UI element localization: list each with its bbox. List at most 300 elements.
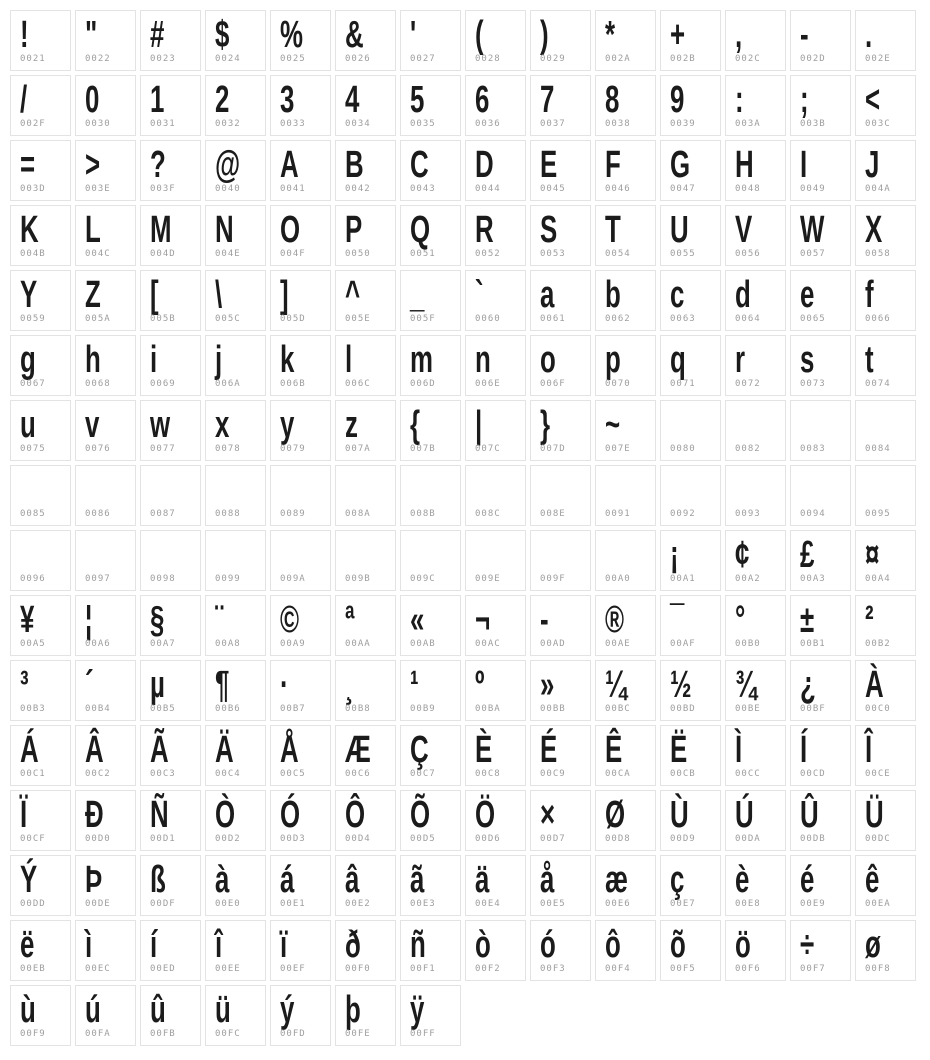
- glyph-code-label: 0058: [865, 249, 891, 259]
- glyph-char: Ð: [85, 794, 104, 836]
- glyph-code-label: 00E6: [605, 899, 631, 909]
- glyph-char: ÷: [800, 924, 815, 966]
- glyph-code-label: 0086: [85, 509, 111, 519]
- glyph-char: Ý: [20, 859, 38, 901]
- glyph-cell: [465, 400, 526, 461]
- glyph-code-label: 0091: [605, 509, 631, 519]
- glyph-char: $: [215, 14, 230, 56]
- glyph-cell: [660, 855, 721, 916]
- glyph-char: Ò: [215, 794, 236, 836]
- glyph-cell: [400, 530, 461, 591]
- glyph-code-label: 00D6: [475, 834, 501, 844]
- glyph-code-label: 005B: [150, 314, 176, 324]
- glyph-char: ®: [605, 599, 625, 641]
- glyph-char: ,: [735, 14, 743, 56]
- glyph-code-label: 0052: [475, 249, 501, 259]
- glyph-cell: [660, 335, 721, 396]
- glyph-cell: [140, 920, 201, 981]
- glyph-char: ": [85, 14, 98, 56]
- glyph-cell: [75, 725, 136, 786]
- glyph-char: Ã: [150, 729, 169, 771]
- glyph-code-label: 00C3: [150, 769, 176, 779]
- glyph-cell: [725, 10, 786, 71]
- glyph-code-label: 00C9: [540, 769, 566, 779]
- glyph-cell: [335, 660, 396, 721]
- glyph-cell: [335, 465, 396, 526]
- glyph-char: .: [865, 14, 873, 56]
- glyph-char: z: [345, 404, 358, 446]
- glyph-char: 5: [410, 79, 425, 121]
- glyph-code-label: 00A2: [735, 574, 761, 584]
- glyph-char: ì: [85, 924, 93, 966]
- glyph-cell: [790, 205, 851, 266]
- glyph-cell: [530, 725, 591, 786]
- glyph-char: Õ: [410, 794, 431, 836]
- glyph-char: M: [150, 209, 172, 251]
- glyph-cell: [725, 725, 786, 786]
- glyph-code-label: 00DA: [735, 834, 761, 844]
- glyph-code-label: 0079: [280, 444, 306, 454]
- glyph-code-label: 0084: [865, 444, 891, 454]
- glyph-char: ;: [800, 79, 809, 121]
- glyph-cell: [465, 530, 526, 591]
- glyph-char: î: [215, 924, 223, 966]
- glyph-cell: [400, 725, 461, 786]
- glyph-cell: [75, 920, 136, 981]
- glyph-code-label: 00AA: [345, 639, 371, 649]
- glyph-char: ý: [280, 989, 295, 1031]
- glyph-code-label: 0062: [605, 314, 631, 324]
- glyph-char: n: [475, 339, 491, 381]
- glyph-char: /: [20, 79, 28, 121]
- glyph-char: T: [605, 209, 621, 251]
- glyph-code-label: 00F0: [345, 964, 371, 974]
- glyph-code-label: 0038: [605, 119, 631, 129]
- glyph-code-label: 0042: [345, 184, 371, 194]
- glyph-cell: [530, 855, 591, 916]
- glyph-cell: [270, 10, 331, 71]
- glyph-cell: [205, 790, 266, 851]
- glyph-cell: [400, 595, 461, 656]
- glyph-code-label: 00CB: [670, 769, 696, 779]
- glyph-code-label: 0032: [215, 119, 241, 129]
- glyph-code-label: 009E: [475, 574, 501, 584]
- glyph-code-label: 007B: [410, 444, 436, 454]
- glyph-char: È: [475, 729, 493, 771]
- glyph-cell: [205, 920, 266, 981]
- glyph-cell: [400, 270, 461, 331]
- glyph-code-label: 003C: [865, 119, 891, 129]
- glyph-cell: [75, 10, 136, 71]
- glyph-cell: [400, 10, 461, 71]
- glyph-cell: [205, 270, 266, 331]
- glyph-code-label: 0054: [605, 249, 631, 259]
- glyph-code-label: 006D: [410, 379, 436, 389]
- glyph-code-label: 00F1: [410, 964, 436, 974]
- glyph-cell: [140, 985, 201, 1046]
- glyph-char: æ: [605, 859, 628, 901]
- glyph-code-label: 00E8: [735, 899, 761, 909]
- glyph-code-label: 0045: [540, 184, 566, 194]
- glyph-char: Û: [800, 794, 819, 836]
- glyph-cell: [400, 140, 461, 201]
- glyph-cell: [790, 10, 851, 71]
- glyph-cell: [530, 270, 591, 331]
- glyph-char: §: [150, 599, 165, 641]
- glyph-code-label: 0097: [85, 574, 111, 584]
- glyph-code-label: 00FD: [280, 1029, 306, 1039]
- glyph-code-label: 003B: [800, 119, 826, 129]
- glyph-code-label: 002A: [605, 54, 631, 64]
- glyph-char: c: [670, 274, 685, 316]
- glyph-char: å: [540, 859, 555, 901]
- glyph-cell: [660, 205, 721, 266]
- glyph-cell: [725, 75, 786, 136]
- glyph-code-label: 00CC: [735, 769, 761, 779]
- glyph-code-label: 0071: [670, 379, 696, 389]
- glyph-cell: [140, 660, 201, 721]
- glyph-code-label: 0035: [410, 119, 436, 129]
- glyph-code-label: 006A: [215, 379, 241, 389]
- glyph-cell: [140, 75, 201, 136]
- glyph-cell: [855, 530, 916, 591]
- glyph-char: :: [735, 79, 744, 121]
- glyph-code-label: 00B6: [215, 704, 241, 714]
- glyph-cell: [205, 985, 266, 1046]
- glyph-cell: [10, 10, 71, 71]
- glyph-code-label: 006B: [280, 379, 306, 389]
- glyph-cell: [530, 920, 591, 981]
- glyph-code-label: 00D1: [150, 834, 176, 844]
- glyph-char: B: [345, 144, 364, 186]
- glyph-cell: [790, 400, 851, 461]
- glyph-cell: [270, 920, 331, 981]
- glyph-code-label: 00A5: [20, 639, 46, 649]
- glyph-cell: [530, 140, 591, 201]
- glyph-code-label: 0053: [540, 249, 566, 259]
- glyph-code-label: 00B3: [20, 704, 46, 714]
- glyph-code-label: 0082: [735, 444, 761, 454]
- glyph-cell: [140, 400, 201, 461]
- glyph-char: #: [150, 14, 165, 56]
- glyph-char: Ó: [280, 794, 301, 836]
- glyph-char: L: [85, 209, 101, 251]
- glyph-code-label: 0027: [410, 54, 436, 64]
- glyph-cell: [465, 75, 526, 136]
- glyph-code-label: 00CD: [800, 769, 826, 779]
- glyph-code-label: 0039: [670, 119, 696, 129]
- glyph-code-label: 00BA: [475, 704, 501, 714]
- glyph-char: o: [540, 339, 556, 381]
- glyph-code-label: 004B: [20, 249, 46, 259]
- glyph-cell: [140, 530, 201, 591]
- glyph-code-label: 002B: [670, 54, 696, 64]
- glyph-cell: [205, 75, 266, 136]
- glyph-char: ©: [280, 599, 300, 641]
- glyph-cell: [595, 920, 656, 981]
- glyph-code-label: 005E: [345, 314, 371, 324]
- glyph-cell: [530, 205, 591, 266]
- glyph-code-label: 004A: [865, 184, 891, 194]
- glyph-cell: [140, 335, 201, 396]
- glyph-char: í: [150, 924, 158, 966]
- glyph-code-label: 00DB: [800, 834, 826, 844]
- glyph-cell: [205, 725, 266, 786]
- glyph-cell: [140, 725, 201, 786]
- glyph-cell: [530, 790, 591, 851]
- glyph-code-label: 0076: [85, 444, 111, 454]
- glyph-cell: [595, 400, 656, 461]
- glyph-char: Q: [410, 209, 431, 251]
- glyph-cell: [205, 855, 266, 916]
- glyph-code-label: 002D: [800, 54, 826, 64]
- glyph-cell: [855, 465, 916, 526]
- glyph-cell: [335, 855, 396, 916]
- glyph-char: Ô: [345, 794, 366, 836]
- glyph-code-label: 00EB: [20, 964, 46, 974]
- glyph-char: _: [410, 274, 425, 316]
- glyph-char: Ä: [215, 729, 234, 771]
- glyph-char: è: [735, 859, 750, 901]
- glyph-char: S: [540, 209, 558, 251]
- glyph-code-label: 005A: [85, 314, 111, 324]
- glyph-code-label: 00E7: [670, 899, 696, 909]
- glyph-cell: [855, 140, 916, 201]
- glyph-cell: [400, 920, 461, 981]
- glyph-cell: [10, 205, 71, 266]
- glyph-code-label: 002C: [735, 54, 761, 64]
- glyph-char: Î: [865, 729, 873, 771]
- glyph-code-label: 0055: [670, 249, 696, 259]
- glyph-cell: [530, 595, 591, 656]
- glyph-char: q: [670, 339, 686, 381]
- glyph-cell: [595, 660, 656, 721]
- glyph-cell: [855, 400, 916, 461]
- glyph-cell: [335, 400, 396, 461]
- glyph-code-label: 0057: [800, 249, 826, 259]
- glyph-code-label: 00F9: [20, 1029, 46, 1039]
- glyph-cell: [465, 205, 526, 266]
- glyph-cell: [400, 335, 461, 396]
- glyph-char: Á: [20, 729, 39, 771]
- glyph-char: j: [215, 339, 223, 381]
- glyph-char: 7: [540, 79, 555, 121]
- glyph-char: Ù: [670, 794, 689, 836]
- glyph-code-label: 0060: [475, 314, 501, 324]
- glyph-char: a: [540, 274, 555, 316]
- glyph-cell: [660, 725, 721, 786]
- glyph-char: w: [150, 404, 171, 446]
- glyph-cell: [595, 205, 656, 266]
- glyph-char: ö: [735, 924, 751, 966]
- glyph-code-label: 00D3: [280, 834, 306, 844]
- glyph-cell: [75, 205, 136, 266]
- glyph-cell: [725, 400, 786, 461]
- glyph-cell: [725, 530, 786, 591]
- glyph-cell: [400, 400, 461, 461]
- glyph-char: (: [475, 14, 484, 56]
- glyph-char: 3: [280, 79, 295, 121]
- glyph-char: ú: [85, 989, 101, 1031]
- glyph-cell: [595, 75, 656, 136]
- glyph-cell: [400, 855, 461, 916]
- glyph-char: <: [865, 79, 881, 121]
- glyph-code-label: 0085: [20, 509, 46, 519]
- glyph-cell: [400, 985, 461, 1046]
- glyph-cell: [725, 465, 786, 526]
- glyph-code-label: 00ED: [150, 964, 176, 974]
- glyph-code-label: 004D: [150, 249, 176, 259]
- glyph-char: ´: [85, 664, 94, 706]
- glyph-code-label: 0047: [670, 184, 696, 194]
- glyph-cell: [595, 335, 656, 396]
- glyph-cell: [855, 75, 916, 136]
- glyph-cell: [10, 465, 71, 526]
- glyph-code-label: 0077: [150, 444, 176, 454]
- glyph-cell: [595, 855, 656, 916]
- glyph-char: ±: [800, 599, 815, 641]
- glyph-char: ¹: [410, 664, 419, 706]
- glyph-code-label: 007A: [345, 444, 371, 454]
- glyph-cell: [10, 790, 71, 851]
- glyph-code-label: 00D7: [540, 834, 566, 844]
- glyph-cell: [140, 595, 201, 656]
- glyph-code-label: 0063: [670, 314, 696, 324]
- glyph-char: Ñ: [150, 794, 169, 836]
- glyph-char: x: [215, 404, 230, 446]
- glyph-cell: [335, 10, 396, 71]
- glyph-cell: [530, 465, 591, 526]
- glyph-char: ·: [280, 664, 289, 706]
- glyph-cell: [140, 270, 201, 331]
- glyph-code-label: 00D5: [410, 834, 436, 844]
- glyph-cell: [725, 140, 786, 201]
- glyph-cell: [400, 790, 461, 851]
- glyph-code-label: 00E4: [475, 899, 501, 909]
- glyph-cell: [790, 725, 851, 786]
- glyph-cell: [465, 920, 526, 981]
- glyph-cell: [595, 10, 656, 71]
- glyph-char: ¶: [215, 664, 230, 706]
- glyph-code-label: 0036: [475, 119, 501, 129]
- glyph-code-label: 00A6: [85, 639, 111, 649]
- glyph-cell: [790, 855, 851, 916]
- glyph-code-label: 0074: [865, 379, 891, 389]
- glyph-code-label: 008B: [410, 509, 436, 519]
- glyph-char: Ç: [410, 729, 429, 771]
- glyph-code-label: 003F: [150, 184, 176, 194]
- glyph-cell: [10, 400, 71, 461]
- glyph-char: ¾: [735, 664, 757, 706]
- glyph-code-label: 0088: [215, 509, 241, 519]
- glyph-char: Ü: [865, 794, 884, 836]
- glyph-cell: [855, 855, 916, 916]
- glyph-char: é: [800, 859, 815, 901]
- glyph-char: U: [670, 209, 689, 251]
- glyph-code-label: 00DE: [85, 899, 111, 909]
- glyph-cell: [335, 335, 396, 396]
- glyph-char: ã: [410, 859, 425, 901]
- glyph-char: C: [410, 144, 429, 186]
- glyph-cell: [725, 335, 786, 396]
- glyph-cell: [205, 400, 266, 461]
- glyph-cell: [10, 140, 71, 201]
- glyph-char: ß: [150, 859, 166, 901]
- glyph-cell: [855, 660, 916, 721]
- glyph-char: V: [735, 209, 753, 251]
- glyph-code-label: 0075: [20, 444, 46, 454]
- glyph-cell: [10, 920, 71, 981]
- glyph-code-label: 00BE: [735, 704, 761, 714]
- glyph-code-label: 0040: [215, 184, 241, 194]
- glyph-code-label: 0051: [410, 249, 436, 259]
- glyph-code-label: 004C: [85, 249, 111, 259]
- glyph-cell: [595, 790, 656, 851]
- glyph-cell: [270, 205, 331, 266]
- glyph-char: ¿: [800, 664, 816, 706]
- glyph-code-label: 00D4: [345, 834, 371, 844]
- glyph-cell: [10, 725, 71, 786]
- glyph-code-label: 00E9: [800, 899, 826, 909]
- glyph-cell: [530, 10, 591, 71]
- glyph-code-label: 00FC: [215, 1029, 241, 1039]
- glyph-char: }: [540, 404, 551, 446]
- glyph-char: t: [865, 339, 874, 381]
- glyph-code-label: 00EC: [85, 964, 111, 974]
- glyph-code-label: 00C6: [345, 769, 371, 779]
- glyph-code-label: 00A0: [605, 574, 631, 584]
- glyph-cell: [790, 335, 851, 396]
- glyph-code-label: 0049: [800, 184, 826, 194]
- glyph-char: »: [540, 664, 555, 706]
- glyph-code-label: 0022: [85, 54, 111, 64]
- glyph-char: ?: [150, 144, 166, 186]
- glyph-code-label: 00BB: [540, 704, 566, 714]
- glyph-code-label: 00E2: [345, 899, 371, 909]
- glyph-code-label: 00CF: [20, 834, 46, 844]
- glyph-char: «: [410, 599, 425, 641]
- glyph-char: ñ: [410, 924, 426, 966]
- glyph-cell: [530, 530, 591, 591]
- glyph-code-label: 00C2: [85, 769, 111, 779]
- glyph-cell: [660, 400, 721, 461]
- glyph-char: õ: [670, 924, 686, 966]
- glyph-code-label: 00EA: [865, 899, 891, 909]
- glyph-char: ³: [20, 664, 29, 706]
- glyph-code-label: 00C0: [865, 704, 891, 714]
- glyph-cell: [465, 660, 526, 721]
- glyph-code-label: 0046: [605, 184, 631, 194]
- glyph-char: \: [215, 274, 223, 316]
- glyph-char: ¡: [670, 534, 679, 576]
- glyph-code-label: 002F: [20, 119, 46, 129]
- glyph-code-label: 00B4: [85, 704, 111, 714]
- glyph-char: û: [150, 989, 166, 1031]
- glyph-code-label: 00B2: [865, 639, 891, 649]
- glyph-cell: [205, 465, 266, 526]
- glyph-char: r: [735, 339, 746, 381]
- glyph-code-label: 009B: [345, 574, 371, 584]
- glyph-cell: [855, 725, 916, 786]
- glyph-char: ~: [605, 404, 621, 446]
- glyph-cell: [790, 660, 851, 721]
- glyph-cell: [465, 270, 526, 331]
- glyph-cell: [465, 10, 526, 71]
- glyph-code-label: 00F4: [605, 964, 631, 974]
- glyph-code-label: 006F: [540, 379, 566, 389]
- glyph-cell: [530, 335, 591, 396]
- glyph-cell: [335, 75, 396, 136]
